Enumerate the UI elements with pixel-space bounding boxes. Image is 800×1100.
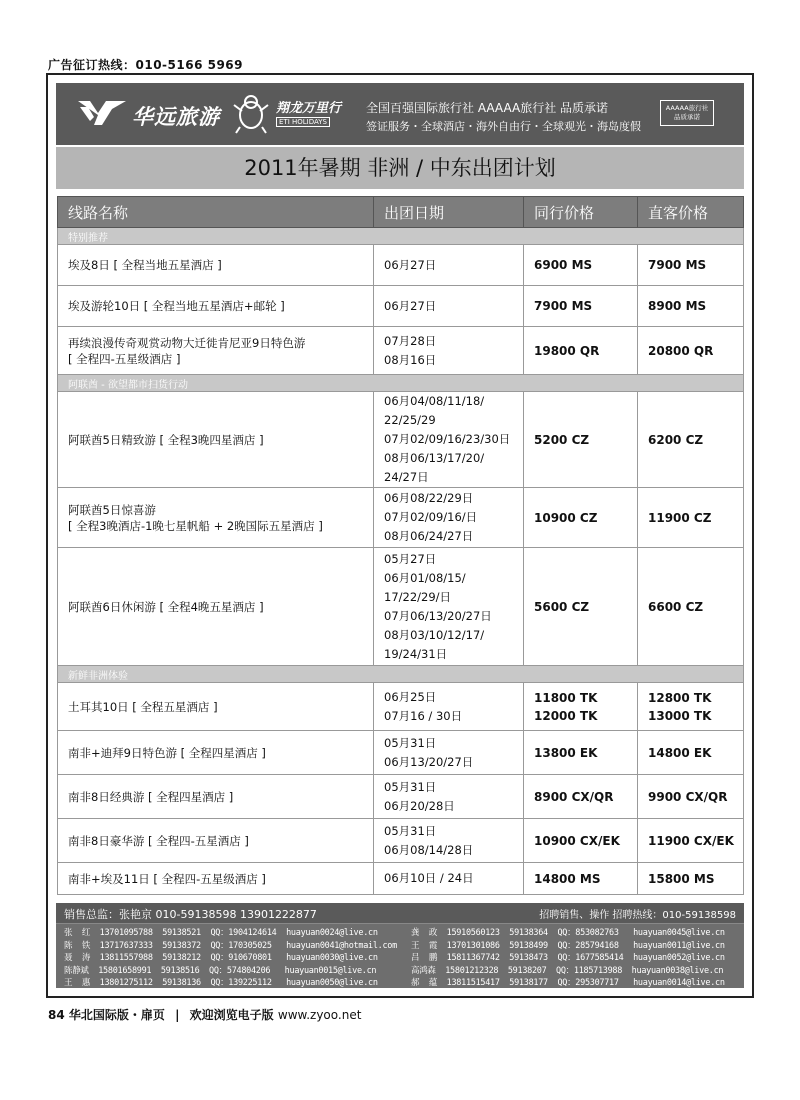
header-route: 线路名称 (58, 197, 374, 228)
contact-entry: 吕 鹏 15811367742 59138473 QQ：1677585414 huayuan0052@live.cn (411, 953, 725, 963)
departure-dates-line: 05月27日 (384, 551, 437, 566)
trade-price-line: 13800 EK (534, 745, 598, 760)
table-row (58, 327, 744, 375)
table-row (58, 863, 744, 895)
edition-label: 华北国际版・扉页 (68, 1008, 165, 1022)
route-name-line: [ 全程四-五星级酒店 ] (68, 351, 181, 366)
table-row (58, 819, 744, 863)
contact-footer (56, 903, 744, 988)
page-title: 2011年暑期 非洲 / 中东出团计划 (56, 147, 744, 189)
partner-name: 翔龙万里行 (276, 101, 342, 116)
trade-price (524, 488, 638, 548)
departure-dates-line: 06月08/22/29日 (384, 491, 474, 505)
route-name-line: 阿联酋6日休闲游 [ 全程4晚五星酒店 ] (68, 599, 264, 614)
dragon-mascot-icon (232, 93, 270, 135)
section-title: 新鲜非洲体验 (58, 666, 744, 683)
trade-price-line: 5600 CZ (534, 599, 590, 614)
departure-dates (374, 775, 524, 819)
direct-price (638, 548, 744, 666)
route-name (58, 819, 374, 863)
contacts-left-column (64, 927, 397, 990)
footer-header (56, 903, 744, 924)
quality-badge (660, 100, 714, 126)
departure-dates-line: 08月06/13/17/20/ (384, 451, 485, 465)
website-link[interactable]: www.zyoo.net (277, 1008, 362, 1022)
route-name-line: 南非+埃及11日 [ 全程四-五星级酒店 ] (68, 871, 266, 886)
departure-dates (374, 731, 524, 775)
tour-schedule-table (57, 196, 744, 895)
section-header (58, 228, 744, 245)
table-row (58, 775, 744, 819)
departure-dates (374, 548, 524, 666)
route-name (58, 731, 374, 775)
table-row (58, 683, 744, 731)
route-name-line: 埃及8日 [ 全程当地五星酒店 ] (68, 258, 222, 272)
banner-tagline-2: 签证服务・全球酒店・海外自由行・全球观光・海岛度假 (366, 120, 641, 133)
direct-price (638, 392, 744, 488)
trade-price-line: 10900 CX/EK (534, 833, 620, 848)
direct-price-line: 11900 CZ (648, 510, 712, 525)
table-row (58, 392, 744, 488)
route-name-line: [ 全程3晚酒店-1晚七星帆船 + 2晚国际五星酒店 ] (68, 518, 323, 533)
route-name-line: 再续浪漫传奇观赏动物大迁徙肯尼亚9日特色游 (68, 335, 306, 350)
trade-price-line: 10900 CZ (534, 510, 598, 525)
departure-dates-line: 06月13/20/27日 (384, 754, 474, 769)
header-dates: 出团日期 (374, 197, 524, 228)
departure-dates-line: 06月27日 (384, 298, 437, 313)
footer-slogan: 欢迎浏览电子版 (189, 1008, 274, 1022)
route-name-line: 土耳其10日 [ 全程五星酒店 ] (68, 699, 218, 714)
trade-price (524, 548, 638, 666)
trade-price (524, 731, 638, 775)
sales-director: 销售总监：张艳京 010-59138598 13901222877 (64, 908, 317, 921)
recruit-hotline: 招聘销售、操作 招聘热线：010-59138598 (539, 910, 736, 921)
badge-line-2: 品质承诺 (674, 113, 700, 121)
departure-dates-line: 07月06/13/20/27日 (384, 608, 492, 623)
departure-dates-line: 06月20/28日 (384, 798, 455, 813)
trade-price (524, 286, 638, 327)
departure-dates (374, 286, 524, 327)
direct-price-line: 14800 EK (648, 745, 712, 760)
departure-dates (374, 863, 524, 895)
departure-dates (374, 245, 524, 286)
departure-dates-line: 07月02/09/16/23/30日 (384, 432, 511, 446)
route-name-line: 埃及游轮10日 [ 全程当地五星酒店+邮轮 ] (68, 299, 285, 313)
page-footer (48, 1006, 361, 1023)
trade-price-line: 8900 CX/QR (534, 789, 614, 804)
departure-dates-line: 08月03/10/12/17/ (384, 627, 485, 642)
section-title: 特别推荐 (58, 228, 744, 245)
table-body (58, 228, 744, 895)
contact-entry: 高鸿森 15801212328 59138207 QQ：1185713988 huayuan0038@live.cn (411, 965, 724, 976)
partner-subtitle: ETI HOLIDAYS (276, 117, 330, 127)
header-trade-price: 同行价格 (524, 197, 638, 228)
trade-price (524, 683, 638, 731)
departure-dates-line: 07月28日 (384, 333, 437, 348)
contact-entry: 龚 政 15910560123 59138364 QQ：853082763 huayuan0045@live.cn (411, 928, 725, 938)
trade-price (524, 775, 638, 819)
ad-hotline: 广告征订热线：010-5166 5969 (48, 58, 244, 72)
departure-dates-line: 06月10日 / 24日 (384, 871, 474, 885)
badge-line-1: AAAAA旅行社 (665, 104, 709, 112)
page-number: 84 (48, 1008, 65, 1022)
departure-dates-line: 05月31日 (384, 779, 437, 794)
table-header-row (58, 197, 744, 228)
direct-price (638, 863, 744, 895)
header-banner (56, 83, 744, 145)
route-name (58, 548, 374, 666)
direct-price (638, 327, 744, 375)
route-name-line: 南非+迪拜9日特色游 [ 全程四星酒店 ] (68, 745, 266, 760)
direct-price (638, 286, 744, 327)
departure-dates-line: 05月31日 (384, 823, 437, 838)
direct-price (638, 819, 744, 863)
direct-price (638, 731, 744, 775)
departure-dates-line: 05月31日 (384, 735, 437, 750)
departure-dates-line: 06月27日 (384, 257, 437, 272)
trade-price-line: 12000 TK (534, 708, 598, 723)
trade-price (524, 327, 638, 375)
contact-entry: 郝 蕴 13811515417 59138177 QQ：295307717 huayuan0014@live.cn (411, 978, 725, 988)
table-row (58, 488, 744, 548)
departure-dates (374, 488, 524, 548)
departure-dates-line: 19/24/31日 (384, 646, 448, 661)
trade-price (524, 863, 638, 895)
route-name-line: 阿联酋5日惊喜游 (68, 502, 156, 517)
table-row (58, 245, 744, 286)
direct-price-line: 11900 CX/EK (648, 833, 734, 848)
direct-price (638, 683, 744, 731)
route-name (58, 488, 374, 548)
section-header (58, 666, 744, 683)
departure-dates-line: 07月02/09/16/日 (384, 510, 478, 524)
route-name (58, 245, 374, 286)
section-header (58, 375, 744, 392)
departure-dates-line: 17/22/29/日 (384, 589, 452, 604)
departure-dates-line: 08月16日 (384, 352, 437, 367)
trade-price-line: 14800 MS (534, 871, 601, 886)
departure-dates-line: 06月25日 (384, 689, 437, 704)
direct-price (638, 775, 744, 819)
departure-dates (374, 819, 524, 863)
banner-tagline-1: 全国百强国际旅行社 AAAAA旅行社 品质承诺 (366, 101, 609, 115)
contact-entry: 陈 铁 13717637333 59138372 QQ：170305025 huayuan0041@hotmail.com (64, 940, 397, 951)
route-name-line: 南非8日经典游 [ 全程四星酒店 ] (68, 789, 234, 804)
trade-price-line: 6900 MS (534, 258, 593, 272)
direct-price-line: 7900 MS (648, 258, 707, 272)
table-row (58, 548, 744, 666)
contact-entry: 张 红 13701095788 59138521 QQ：1904124614 huayuan0024@live.cn (64, 928, 378, 938)
route-name (58, 775, 374, 819)
direct-price-line: 20800 QR (648, 343, 714, 358)
trade-price (524, 245, 638, 286)
header-direct-price: 直客价格 (638, 197, 744, 228)
departure-dates-line: 07月16 / 30日 (384, 708, 463, 723)
departure-dates (374, 392, 524, 488)
direct-price-line: 12800 TK (648, 690, 712, 705)
departure-dates-line: 06月01/08/15/ (384, 570, 466, 585)
direct-price-line: 6600 CZ (648, 599, 704, 614)
departure-dates-line: 06月04/08/11/18/ (384, 394, 485, 408)
brand-name: 华远旅游 (132, 105, 220, 129)
contact-entry: 陈静斌 15801658991 59138516 QQ：574804206 huayuan0015@live.cn (64, 965, 377, 976)
departure-dates-line: 24/27日 (384, 470, 429, 484)
footer-divider: | (175, 1008, 180, 1022)
tour-table-wrapper (57, 196, 743, 895)
section-title: 阿联酋 - 欲望都市扫货行动 (58, 375, 744, 392)
direct-price (638, 488, 744, 548)
route-name (58, 683, 374, 731)
route-name (58, 392, 374, 488)
direct-price-line: 15800 MS (648, 871, 715, 886)
route-name-line: 南非8日豪华游 [ 全程四-五星酒店 ] (68, 833, 249, 848)
contact-entry: 聂 涛 13811557988 59138212 QQ：910670801 huayuan0030@live.cn (64, 953, 378, 963)
direct-price-line: 9900 CX/QR (648, 789, 728, 804)
departure-dates (374, 327, 524, 375)
trade-price-line: 19800 QR (534, 343, 600, 358)
trade-price (524, 819, 638, 863)
route-name (58, 286, 374, 327)
contact-entry: 王 惠 13801275112 59138136 QQ：139225112 huayuan0050@live.cn (64, 978, 378, 988)
departure-dates-line: 08月06/24/27日 (384, 529, 474, 543)
departure-dates (374, 683, 524, 731)
table-row (58, 286, 744, 327)
huayuan-logo-icon (76, 95, 128, 131)
trade-price (524, 392, 638, 488)
departure-dates-line: 22/25/29 (384, 413, 436, 427)
route-name (58, 863, 374, 895)
trade-price-line: 7900 MS (534, 299, 593, 313)
direct-price-line: 13000 TK (648, 708, 712, 723)
contacts-right-column (411, 927, 725, 990)
departure-dates-line: 06月08/14/28日 (384, 842, 474, 857)
direct-price-line: 6200 CZ (648, 432, 704, 447)
contact-entry: 王 霞 13701301086 59138499 QQ：285794168 huayuan0011@live.cn (411, 940, 725, 951)
direct-price (638, 245, 744, 286)
direct-price-line: 8900 MS (648, 299, 707, 313)
table-row (58, 731, 744, 775)
trade-price-line: 5200 CZ (534, 432, 590, 447)
route-name-line: 阿联酋5日精致游 [ 全程3晚四星酒店 ] (68, 432, 264, 447)
route-name (58, 327, 374, 375)
trade-price-line: 11800 TK (534, 690, 598, 705)
